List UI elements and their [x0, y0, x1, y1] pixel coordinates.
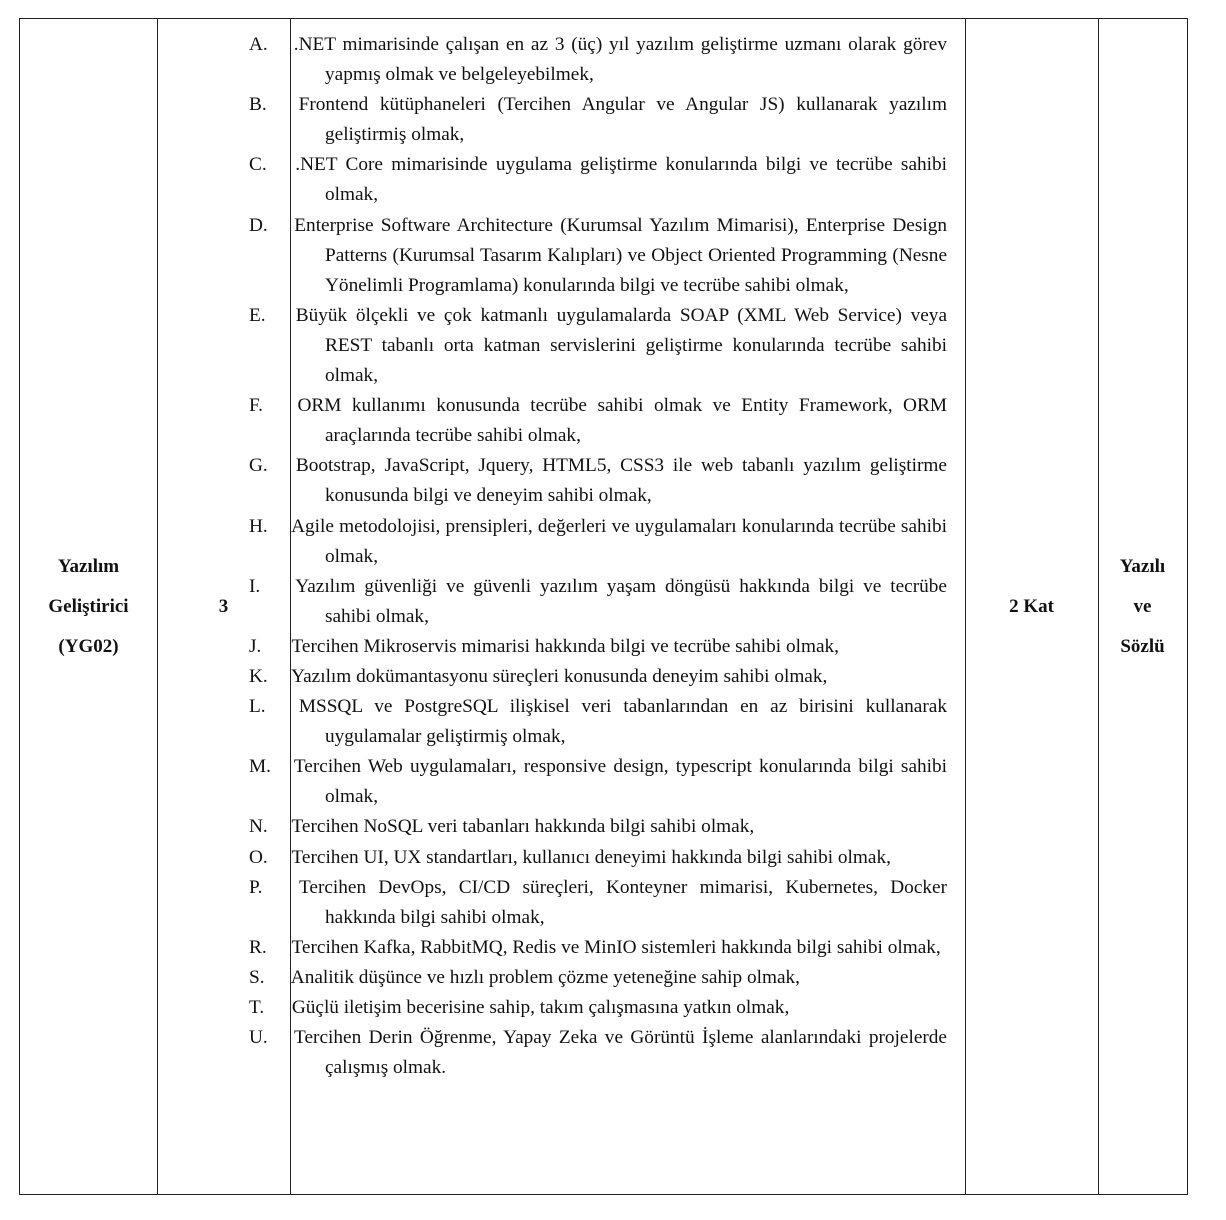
requirement-item: N. Tercihen NoSQL veri tabanları hakkında bilgi sahibi olmak, — [249, 816, 755, 838]
requirement-text: Güçlü iletişim becerisine sahip, takım çalışmasına yatkın olmak, — [291, 997, 790, 1018]
requirement-text: Yazılım güvenliği ve güvenli yazılım yaşam döngüsü hakkında bilgi ve tecrübe sahibi olmak, — [295, 575, 947, 627]
requirement-item: U. Tercihen Derin Öğrenme, Yapay Zeka ve Görüntü İşleme alanlarındaki projelerde çalışmış olmak. — [249, 1027, 947, 1079]
requirement-item: H. Agile metodolojisi, prensipleri, değerleri ve uygulamaları konularında tecrübe sahibi olmak, — [249, 515, 947, 567]
requirement-item: E. Büyük ölçekli ve çok katmanlı uygulamalarda SOAP (XML Web Service) veya REST tabanlı orta katman servislerini geliştirme konularında tecrübe sahibi olmak, — [249, 304, 948, 387]
position-title-line: Yazılım — [57, 555, 120, 577]
requirement-text: ORM kullanımı konusunda tecrübe sahibi olmak ve Entity Framework, ORM araçlarında tecrübe sahibi olmak, — [297, 395, 947, 447]
requirement-item: S. Analitik düşünce ve hızlı problem çözme yeteneğine sahip olmak, — [249, 966, 800, 988]
position-code: (YG02) — [58, 635, 119, 657]
requirement-item: L. MSSQL ve PostgreSQL ilişkisel veri tabanlarından en az birisini kullanarak uygulamalar geliştirmiş olmak, — [249, 696, 947, 748]
requirement-text: Yazılım dokümantasyonu süreçleri konusunda deneyim sahibi olmak, — [291, 665, 828, 687]
requirement-text: Agile metodolojisi, prensipleri, değerleri ve uygulamaları konularında tecrübe sahibi olmak, — [291, 515, 947, 567]
requirement-text: Tercihen NoSQL veri tabanları hakkında bilgi sahibi olmak, — [291, 816, 755, 838]
exam-type-line: Yazılı — [1119, 555, 1166, 577]
requirement-item: F. ORM kullanımı konusunda tecrübe sahibi olmak ve Entity Framework, ORM araçlarında tecrübe sahibi olmak, — [249, 395, 947, 447]
requirement-text: Enterprise Software Architecture (Kurumsal Yazılım Mimarisi), Enterprise Design Patterns (Kurumsal Tasarım Kalıpları) ve Object Oriented Programming (Nesne Yönelimli Programlama) konularında bilgi ve tecrübe sahibi olmak, — [294, 214, 947, 296]
requirement-text: Tercihen Derin Öğrenme, Yapay Zeka ve Görüntü İşleme alanlarındaki projelerde çalışmış olmak. — [294, 1027, 947, 1079]
requirement-item: G. Bootstrap, JavaScript, Jquery, HTML5, CSS3 ile web tabanlı yazılım geliştirme konusunda bilgi ve deneyim sahibi olmak, — [249, 455, 947, 507]
requirement-text: .NET Core mimarisinde uygulama geliştirme konularında bilgi ve tecrübe sahibi olmak, — [295, 154, 947, 206]
requirement-text: Tercihen Web uygulamaları, responsive design, typescript konularında bilgi sahibi olmak, — [293, 756, 947, 808]
requirement-item: M. Tercihen Web uygulamaları, responsive design, typescript konularında bilgi sahibi olmak, — [249, 756, 947, 808]
position-count: 3 — [218, 595, 229, 617]
requirements-list — [249, 30, 948, 1083]
requirement-item: D. Enterprise Software Architecture (Kurumsal Yazılım Mimarisi), Enterprise Design Patterns (Kurumsal Tasarım Kalıpları) ve Object Oriented Programming (Nesne Yönelimli Programlama) konularında bilgi ve tecrübe sahibi olmak, — [249, 214, 947, 296]
exam-cell — [1098, 19, 1187, 1194]
requirement-item: A. .NET mimarisinde çalışan en az 3 (üç) yıl yazılım geliştirme uzmanı olarak görev yapmış olmak ve belgeleyebilmek, — [249, 34, 947, 86]
requirement-item: T. Güçlü iletişim becerisine sahip, takım çalışmasına yatkın olmak, — [249, 997, 790, 1018]
exam-type-line: Sözlü — [1120, 635, 1165, 657]
requirement-item: O. Tercihen UI, UX standartları, kullanıcı deneyimi hakkında bilgi sahibi olmak, — [249, 846, 891, 868]
exam-type-line: ve — [1133, 595, 1152, 617]
requirement-text: Büyük ölçekli ve çok katmanlı uygulamalarda SOAP (XML Web Service) veya REST tabanlı orta katman servislerini geliştirme konularında tecrübe sahibi olmak, — [295, 304, 948, 387]
requirement-text: Tercihen UI, UX standartları, kullanıcı deneyimi hakkında bilgi sahibi olmak, — [291, 846, 891, 868]
requirement-text: .NET mimarisinde çalışan en az 3 (üç) yıl yazılım geliştirme uzmanı olarak görev yapmış olmak ve belgeleyebilmek, — [293, 34, 947, 86]
requirement-item: I. Yazılım güvenliği ve güvenli yazılım yaşam döngüsü hakkında bilgi ve tecrübe sahibi olmak, — [249, 575, 947, 627]
multiplier-cell — [965, 19, 1098, 1194]
requirement-text: Tercihen DevOps, CI/CD süreçleri, Konteyner mimarisi, Kubernetes, Docker hakkında bilgi sahibi olmak, — [298, 876, 947, 928]
count-cell — [157, 19, 290, 1194]
requirement-text: Frontend kütüphaneleri (Tercihen Angular ve Angular JS) kullanarak yazılım geliştirmiş olmak, — [298, 94, 947, 146]
multiplier-value: 2 Kat — [1009, 595, 1054, 617]
requirement-text: Bootstrap, JavaScript, Jquery, HTML5, CSS3 ile web tabanlı yazılım geliştirme konusunda bilgi ve deneyim sahibi olmak, — [295, 455, 947, 507]
position-title-line: Geliştirici — [48, 595, 129, 617]
requirement-item: P. Tercihen DevOps, CI/CD süreçleri, Konteyner mimarisi, Kubernetes, Docker hakkında bilgi sahibi olmak, — [249, 876, 947, 928]
requirement-item: J. Tercihen Mikroservis mimarisi hakkında bilgi ve tecrübe sahibi olmak, — [249, 635, 839, 657]
position-cell — [20, 19, 157, 1194]
requirement-item: K. Yazılım dokümantasyonu süreçleri konusunda deneyim sahibi olmak, — [249, 665, 828, 687]
requirement-text: MSSQL ve PostgreSQL ilişkisel veri tabanlarından en az birisini kullanarak uygulamalar geliştirmiş olmak, — [298, 696, 947, 748]
requirement-text: Tercihen Mikroservis mimarisi hakkında bilgi ve tecrübe sahibi olmak, — [291, 635, 839, 657]
requirement-text: Analitik düşünce ve hızlı problem çözme yeteneğine sahip olmak, — [290, 966, 800, 988]
requirement-item: B. Frontend kütüphaneleri (Tercihen Angular ve Angular JS) kullanarak yazılım geliştirmiş olmak, — [249, 94, 947, 146]
requirement-item: R. Tercihen Kafka, RabbitMQ, Redis ve MinIO sistemleri hakkında bilgi sahibi olmak, — [249, 936, 941, 958]
requirement-text: Tercihen Kafka, RabbitMQ, Redis ve MinIO sistemleri hakkında bilgi sahibi olmak, — [291, 936, 941, 958]
requirement-item: C. .NET Core mimarisinde uygulama geliştirme konularında bilgi ve tecrübe sahibi olmak, — [249, 154, 947, 206]
